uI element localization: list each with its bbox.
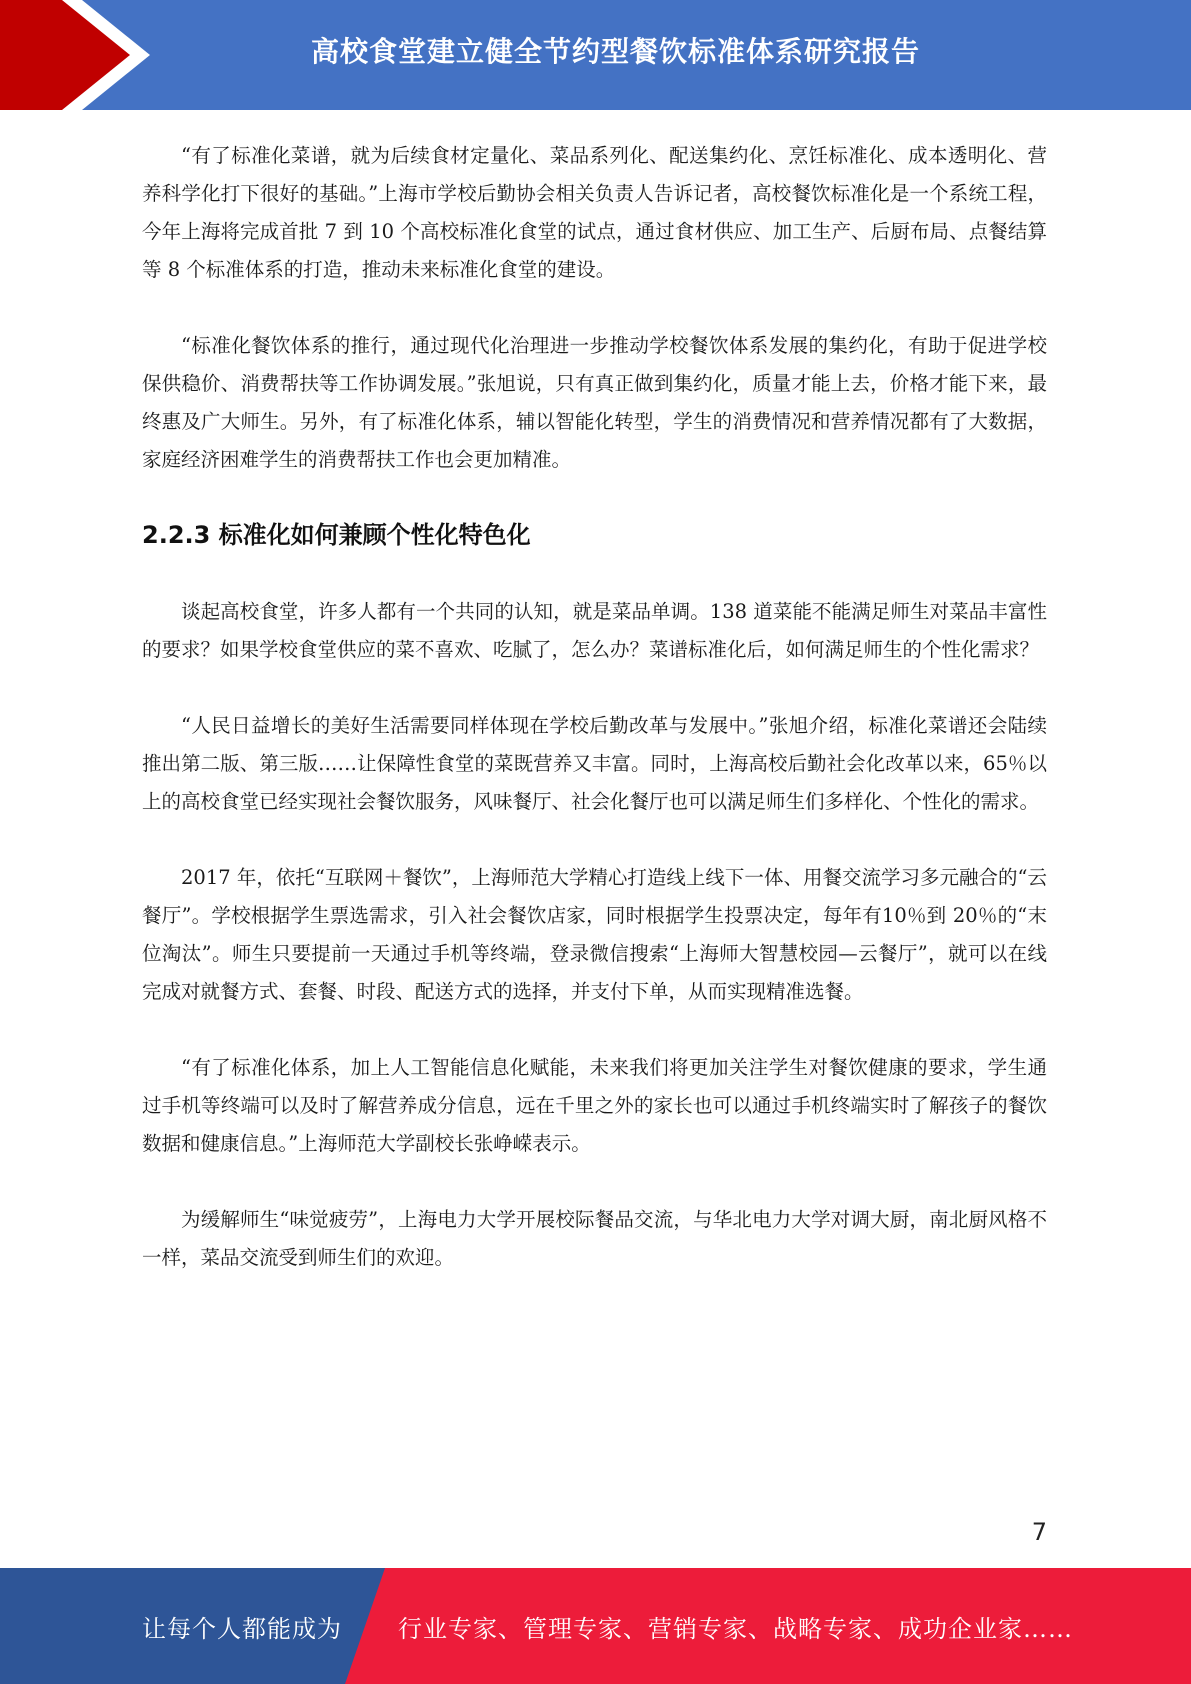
footer-slogan-left: 让每个人都能成为 bbox=[142, 1614, 342, 1643]
page-content bbox=[142, 137, 1047, 1315]
section-heading: 2.2.3 标准化如何兼顾个性化特色化 bbox=[142, 521, 531, 549]
page-footer bbox=[0, 1568, 1191, 1684]
paragraph: “标准化餐饮体系的推行，通过现代化治理进一步推动学校餐饮体系发展的集约化，有助于促进学校保供稳价、消费帮扶等工作协调发展。”张旭说，只有真正做到集约化，质量才能上去，价格才能下来，最终惠及广大师生。另外，有了标准化体系，辅以智能化转型，学生的消费情况和营养情况都有了大数据，家庭经济困难学生的消费帮扶工作也会更加精准。 bbox=[142, 334, 1047, 471]
page-header bbox=[0, 0, 1191, 110]
paragraph: 谈起高校食堂，许多人都有一个共同的认知，就是菜品单调。138 道菜能不能满足师生对菜品丰富性的要求？如果学校食堂供应的菜不喜欢、吃腻了，怎么办？菜谱标准化后，如何满足师生的个性化需求？ bbox=[142, 600, 1047, 661]
paragraph: 2017 年，依托“互联网＋餐饮”，上海师范大学精心打造线上线下一体、用餐交流学习多元融合的“云餐厅”。学校根据学生票选需求，引入社会餐饮店家，同时根据学生投票决定，每年有10％到 20％的“末位淘汰”。师生只要提前一天通过手机等终端，登录微信搜索“上海师大智慧校园—云餐厅”，就可以在线完成对就餐方式、套餐、时段、配送方式的选择，并支付下单，从而实现精准选餐。 bbox=[142, 866, 1047, 1003]
paragraph: “有了标准化菜谱，就为后续食材定量化、菜品系列化、配送集约化、烹饪标准化、成本透明化、营养科学化打下很好的基础。”上海市学校后勤协会相关负责人告诉记者，高校餐饮标准化是一个系统工程，今年上海将完成首批 7 到 10 个高校标准化食堂的试点，通过食材供应、加工生产、后厨布局、点餐结算等 8 个标准体系的打造，推动未来标准化食堂的建设。 bbox=[142, 144, 1047, 281]
page-number: 7 bbox=[1031, 1518, 1047, 1546]
paragraph: “有了标准化体系，加上人工智能信息化赋能，未来我们将更加关注学生对餐饮健康的要求，学生通过手机等终端可以及时了解营养成分信息，远在千里之外的家长也可以通过手机终端实时了解孩子的餐饮数据和健康信息。”上海师范大学副校长张峥嵘表示。 bbox=[142, 1056, 1047, 1155]
document-title: 高校食堂建立健全节约型餐饮标准体系研究报告 bbox=[310, 35, 920, 68]
footer-slogan-right: 行业专家、管理专家、营销专家、战略专家、成功企业家…… bbox=[398, 1614, 1073, 1643]
paragraph: 为缓解师生“味觉疲劳”，上海电力大学开展校际餐品交流，与华北电力大学对调大厨，南北厨风格不一样，菜品交流受到师生们的欢迎。 bbox=[142, 1208, 1047, 1269]
paragraph: “人民日益增长的美好生活需要同样体现在学校后勤改革与发展中。”张旭介绍，标准化菜谱还会陆续推出第二版、第三版……让保障性食堂的菜既营养又丰富。同时，上海高校后勤社会化改革以来，65％以上的高校食堂已经实现社会餐饮服务，风味餐厅、社会化餐厅也可以满足师生们多样化、个性化的需求。 bbox=[142, 714, 1047, 813]
